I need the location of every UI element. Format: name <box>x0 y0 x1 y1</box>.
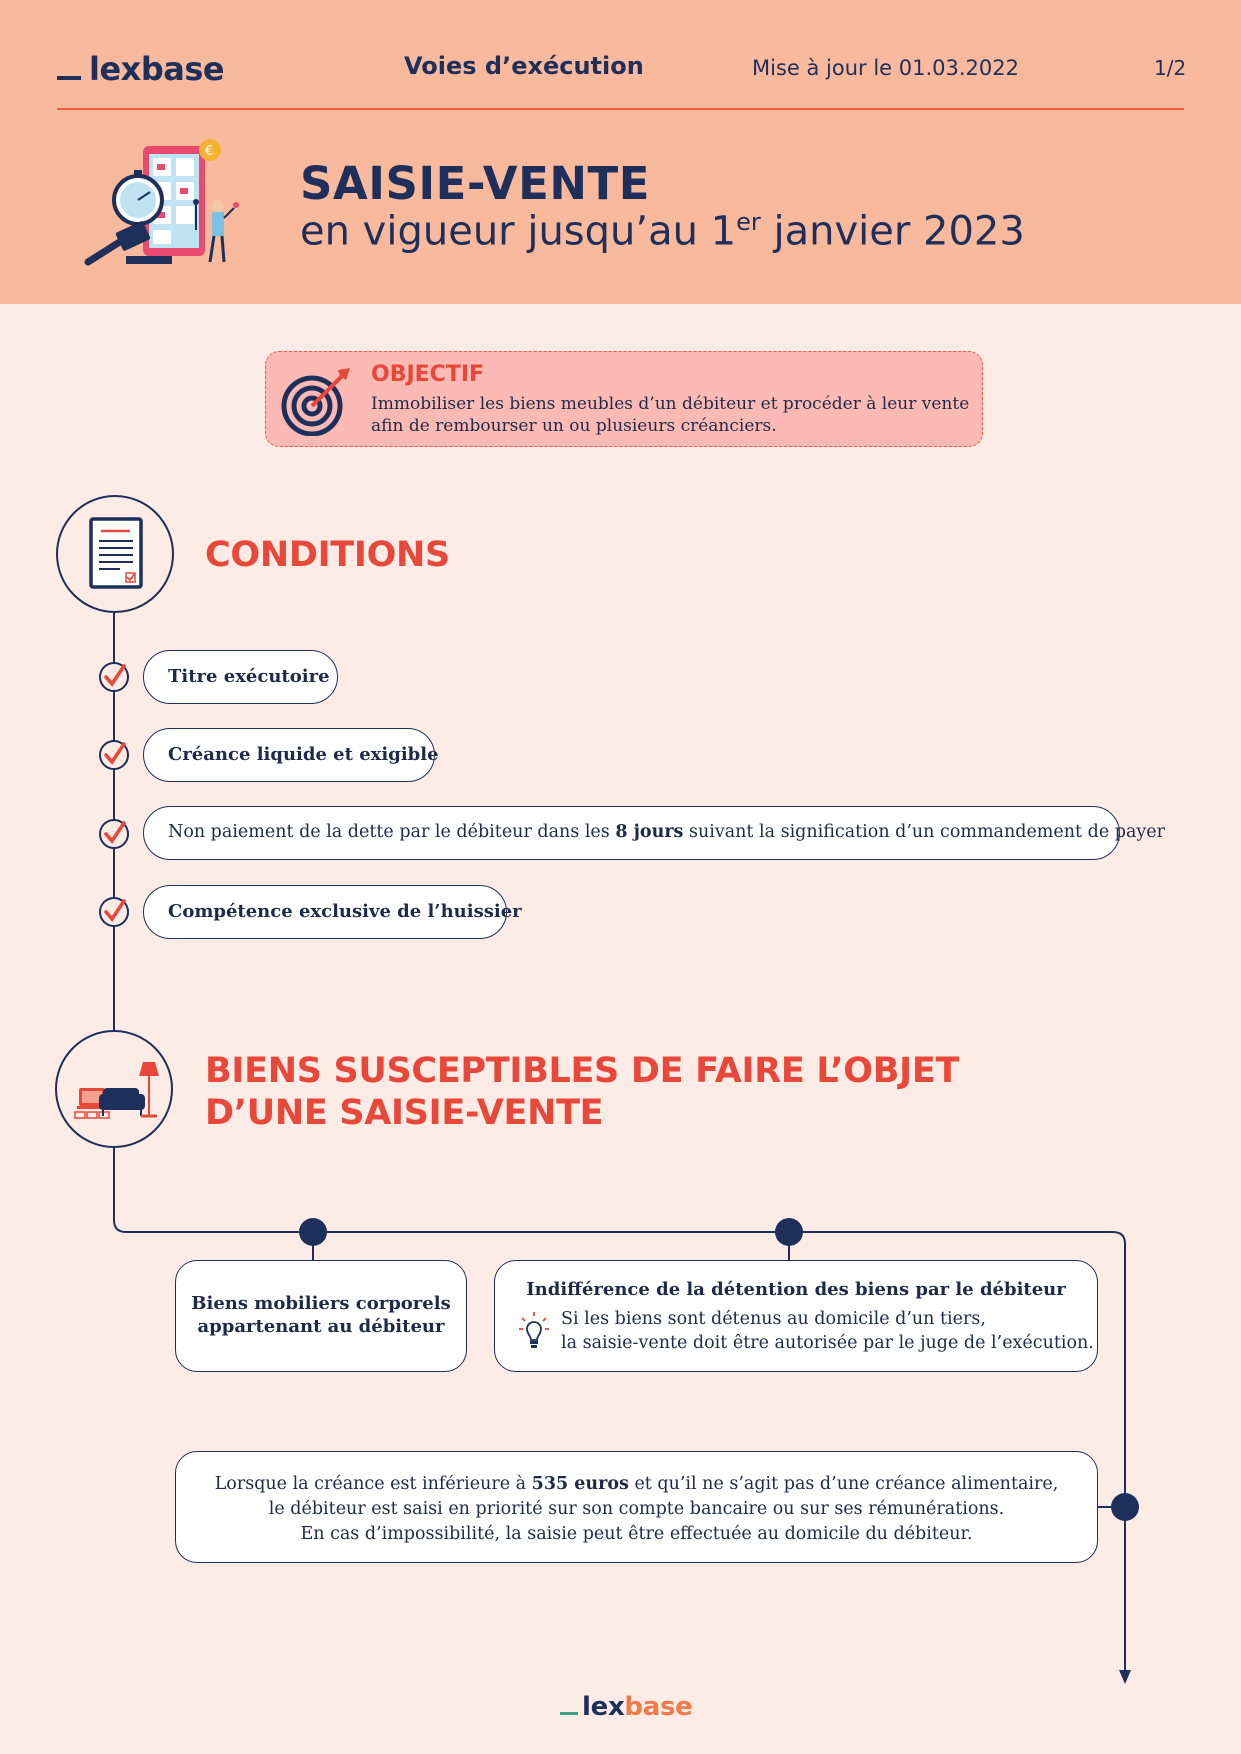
card2-body: Si les biens sont détenus au domicile d’un tiers, la saisie-vente doit être autorisée par le juge de l’exécution. <box>561 1309 1094 1353</box>
check-icon <box>98 818 130 850</box>
condition-item: Titre exécutoire <box>143 650 338 704</box>
update-date: Mise à jour le 01.03.2022 <box>752 56 1020 80</box>
furniture-icon <box>57 1032 171 1146</box>
condition-item: Non paiement de la dette par le débiteur dans les 8 jours suivant la signification d’un commandement de payer <box>143 806 1120 860</box>
card-creance-inferieure: Lorsque la créance est inférieure à 535 euros et qu’il ne s’agit pas d’une créance alimentaire, le débiteur est saisi en priorité sur son compte bancaire ou sur ses rémunérations. En cas d’impossibilité, la saisie peut être effectuée au domicile du débiteur. <box>175 1451 1098 1563</box>
biens-title: BIENS SUSCEPTIBLES DE FAIRE L’OBJET D’UNE SAISIE-VENTE <box>205 1051 960 1133</box>
check-icon <box>98 661 130 693</box>
check-icon <box>98 896 130 928</box>
category-label: Voies d’exécution <box>404 52 644 80</box>
conditions-title: CONDITIONS <box>205 535 450 575</box>
biens-section-icon <box>55 1030 173 1148</box>
page-number: 1/2 <box>1154 56 1187 80</box>
objective-title: OBJECTIF <box>371 362 485 387</box>
page-subtitle: en vigueur jusqu’au 1er janvier 2023 <box>300 208 1025 255</box>
card2-title: Indifférence de la détention des biens par le débiteur <box>526 1279 1066 1300</box>
condition-item: Compétence exclusive de l’huissier <box>143 885 507 939</box>
condition-item: Créance liquide et exigible <box>143 728 435 782</box>
card-biens-mobiliers: Biens mobiliers corporels appartenant au débiteur <box>175 1260 467 1372</box>
objective-text: Immobiliser les biens meubles d’un débiteur et procéder à leur vente afin de rembourser un ou plusieurs créanciers. <box>371 394 970 436</box>
svg-text:€: € <box>205 144 214 159</box>
check-icon <box>98 739 130 771</box>
page-title: SAISIE-VENTE <box>300 157 650 210</box>
lexbase-logo[interactable]: lexbase <box>57 50 224 88</box>
conditions-section-icon <box>56 495 174 613</box>
document-checklist-icon <box>58 497 172 611</box>
footer-lexbase-logo[interactable]: lexbase <box>560 1692 693 1722</box>
card-indifference-detention <box>494 1260 1098 1372</box>
lightbulb-icon <box>519 1311 549 1351</box>
